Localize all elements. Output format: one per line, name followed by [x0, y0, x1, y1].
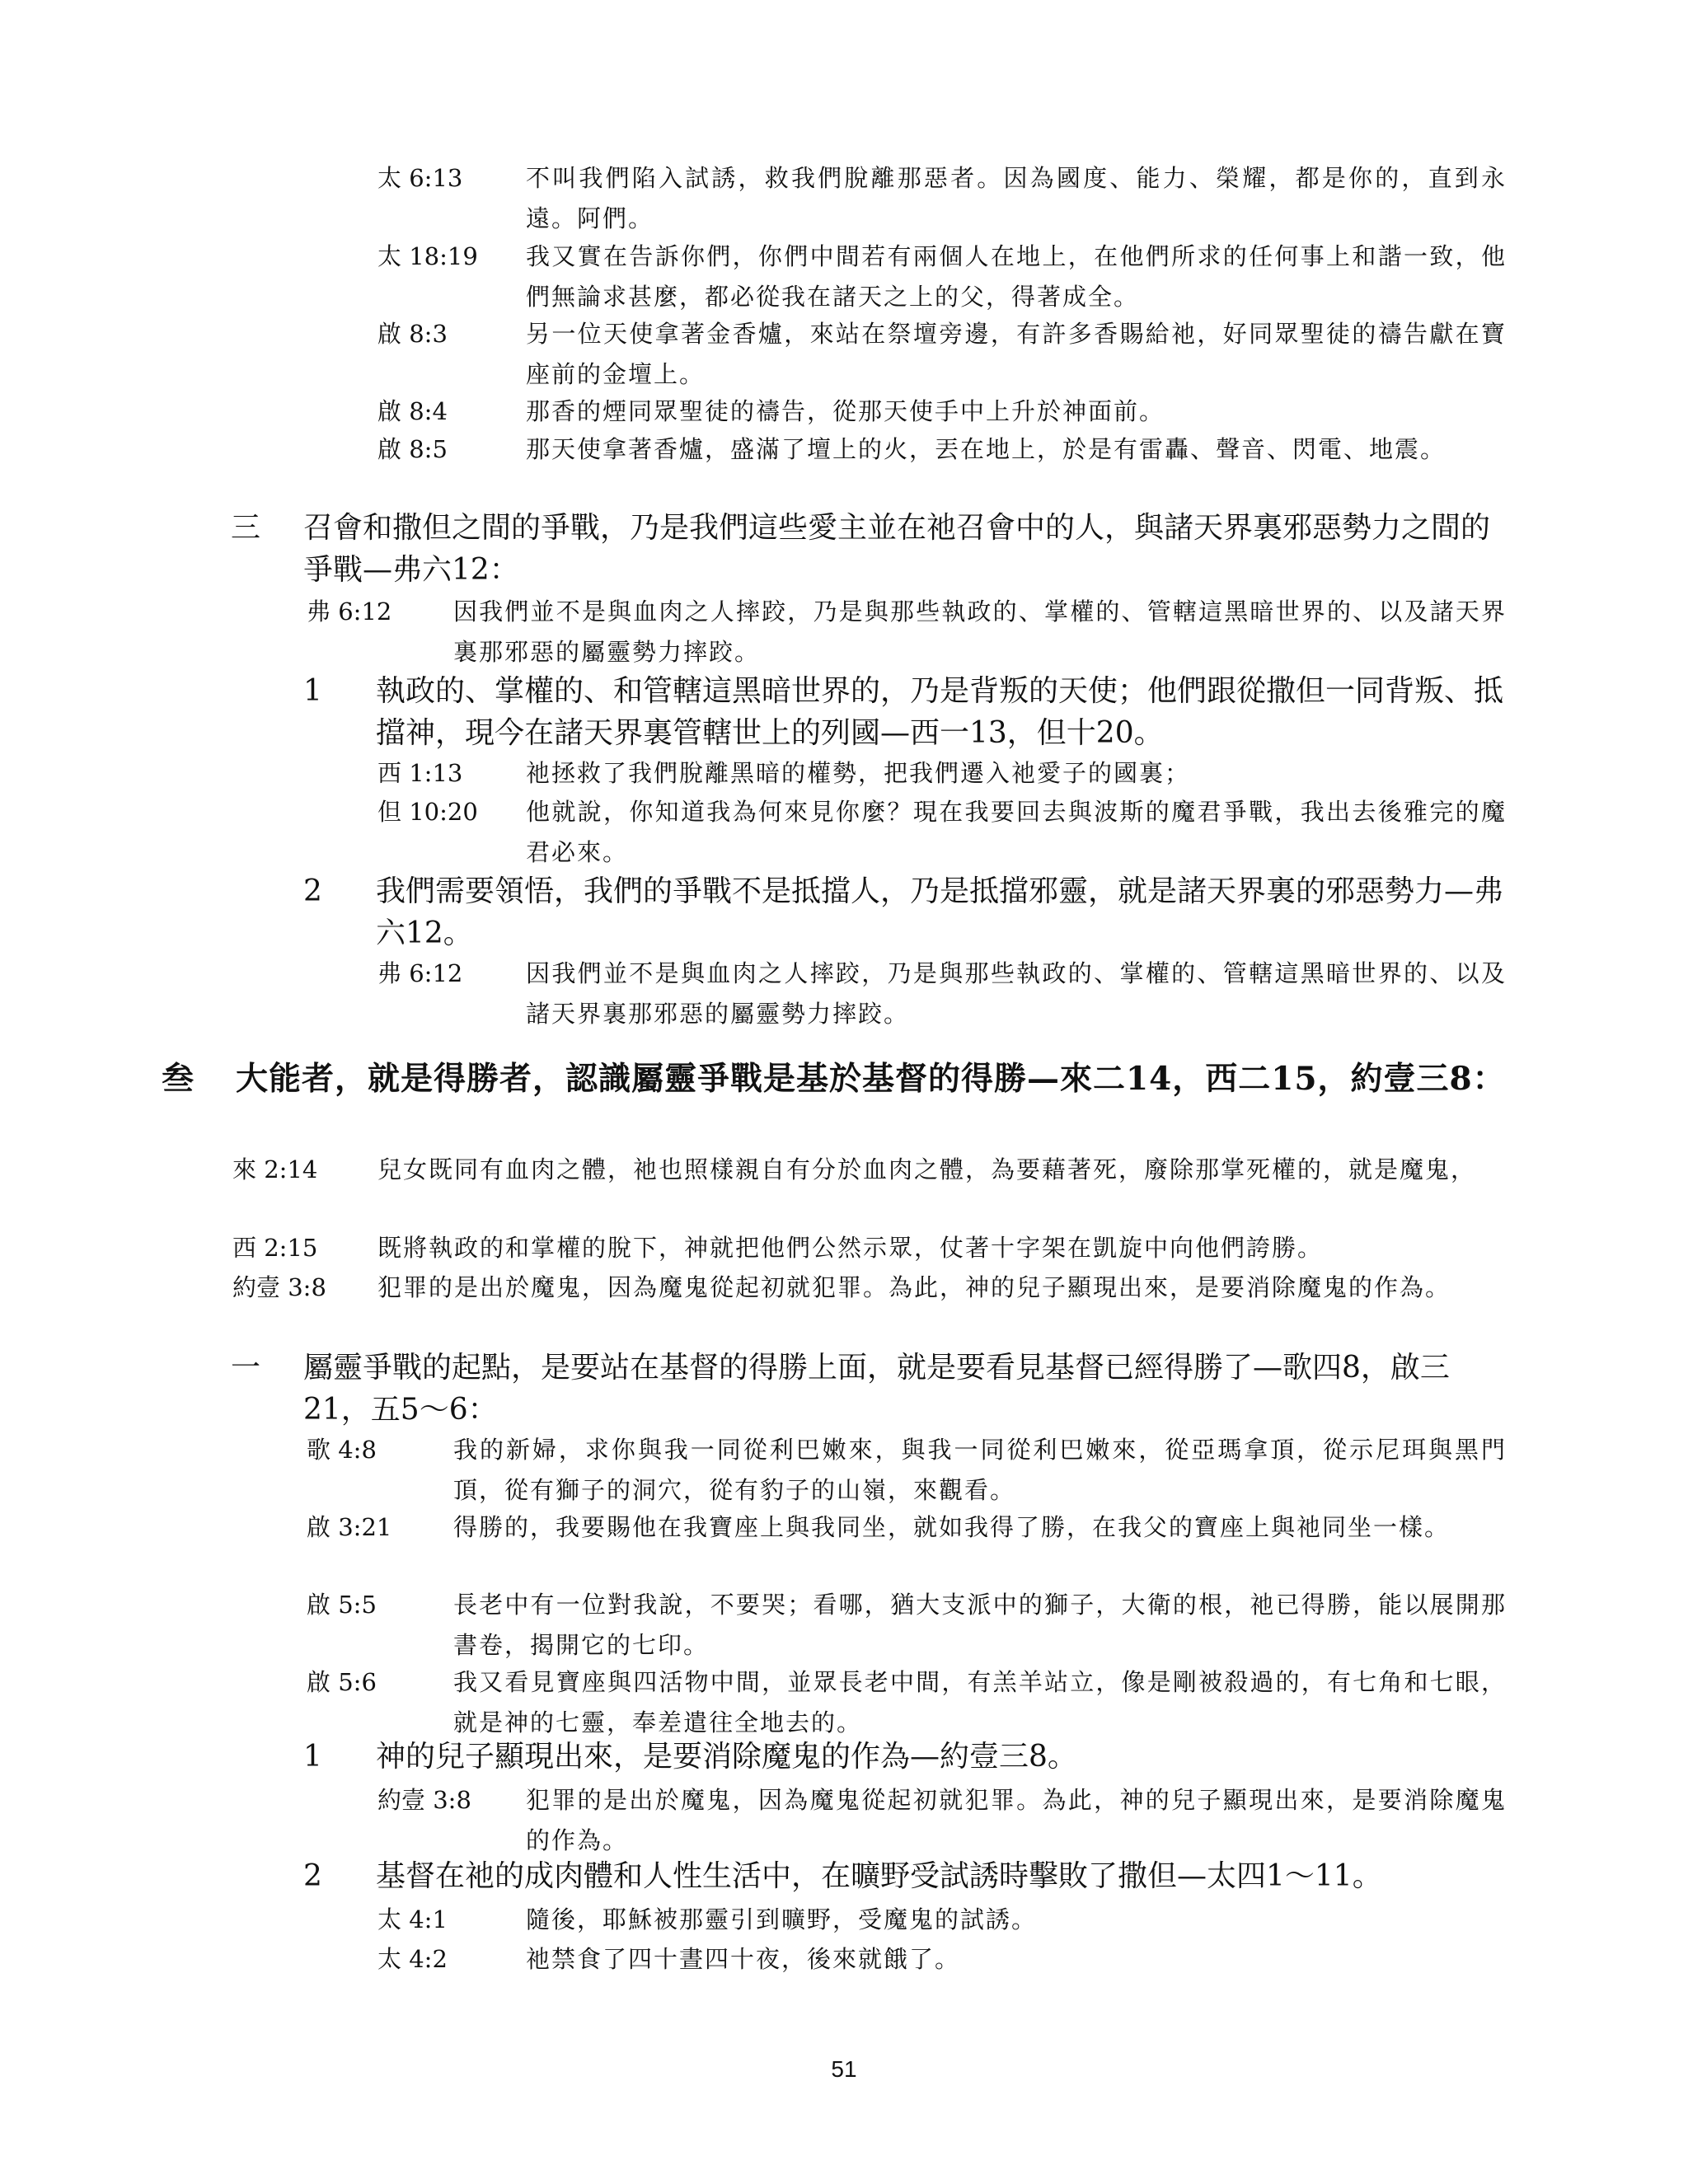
verse-reference: 西 1:13	[377, 759, 463, 787]
outline-number: 2	[303, 874, 322, 908]
verse-text: 因我們並不是與血肉之人摔跤，乃是與那些執政的、掌權的、管轄這黑暗世界的、以及諸天界裏那邪惡的屬靈勢力摔跤。	[453, 598, 1507, 666]
verse-reference: 弗 6:12	[307, 598, 392, 626]
verse-reference: 太 6:13	[377, 164, 463, 192]
outline-number: 三	[231, 511, 261, 545]
heading-text: 大能者，就是得勝者，認識屬靈爭戰是基於基督的得勝—來二14，西二15，約壹三8：	[236, 1060, 1506, 1098]
verse-text: 得勝的，我要賜他在我寶座上與我同坐，就如我得了勝，在我父的寶座上與祂同坐一樣。	[453, 1513, 1451, 1541]
outline-number: 1	[303, 1740, 322, 1774]
verse-reference: 約壹 3:8	[377, 1786, 471, 1814]
verse-reference: 西 2:15	[232, 1234, 318, 1262]
verse-text: 祂拯救了我們脫離黑暗的權勢，把我們遷入祂愛子的國裏；	[526, 759, 1191, 787]
verse-text: 那天使拿著香爐，盛滿了壇上的火，丟在地上，於是有雷轟、聲音、閃電、地震。	[526, 435, 1447, 463]
verse-reference: 啟 3:21	[307, 1513, 392, 1541]
verse-reference: 啟 8:5	[377, 435, 448, 463]
verse-reference: 啟 8:4	[377, 397, 448, 425]
verse-text: 隨後，耶穌被那靈引到曠野，受魔鬼的試誘。	[526, 1905, 1038, 1933]
verse-text: 既將執政的和掌權的脫下，神就把他們公然示眾，仗著十字架在凱旋中向他們誇勝。	[377, 1234, 1324, 1262]
verse-text: 我的新婦，求你與我一同從利巴嫩來，與我一同從利巴嫩來，從亞瑪拿頂，從示尼珥與黑門頂，從有獅子的洞穴，從有豹子的山嶺，來觀看。	[453, 1436, 1507, 1504]
page-number: 51	[831, 2056, 857, 2082]
verse-text: 那香的煙同眾聖徒的禱告，從那天使手中上升於神面前。	[526, 397, 1165, 425]
verse-text: 我又看見寶座與四活物中間，並眾長老中間，有羔羊站立，像是剛被殺過的，有七角和七眼，就是神的七靈，奉差遣往全地去的。	[453, 1668, 1507, 1736]
heading-number: 叁	[162, 1060, 195, 1098]
verse-reference: 太 4:1	[377, 1905, 448, 1933]
outline-text: 神的兒子顯現出來，是要消除魔鬼的作為—約壹三8。	[376, 1740, 1077, 1774]
verse-text: 我又實在告訴你們，你們中間若有兩個人在地上，在他們所求的任何事上和諧一致，他們無論求甚麼，都必從我在諸天之上的父，得著成全。	[526, 242, 1507, 311]
outline-text: 召會和撒但之間的爭戰，乃是我們這些愛主並在祂召會中的人，與諸天界裏邪惡勢力之間的爭戰—弗六12：	[303, 511, 1491, 587]
verse-reference: 弗 6:12	[377, 959, 463, 987]
outline-text: 我們需要領悟，我們的爭戰不是抵擋人，乃是抵擋邪靈，就是諸天界裏的邪惡勢力—弗六12。	[376, 874, 1504, 950]
verse-text: 不叫我們陷入試誘，救我們脫離那惡者。因為國度、能力、榮耀，都是你的，直到永遠。阿們。	[526, 164, 1507, 232]
outline-text: 屬靈爭戰的起點，是要站在基督的得勝上面，就是要看見基督已經得勝了—歌四8，啟三21，五5～6：	[303, 1351, 1450, 1427]
verse-reference: 但 10:20	[377, 798, 478, 826]
outline-number: 1	[303, 674, 322, 708]
verse-text: 長老中有一位對我說，不要哭；看哪，猶大支派中的獅子，大衛的根，祂已得勝，能以展開那書卷，揭開它的七印。	[453, 1591, 1507, 1659]
verse-reference: 約壹 3:8	[232, 1273, 326, 1301]
outline-text: 基督在祂的成肉體和人性生活中，在曠野受試誘時擊敗了撒但—太四1～11。	[376, 1859, 1382, 1893]
verse-text: 因我們並不是與血肉之人摔跤，乃是與那些執政的、掌權的、管轄這黑暗世界的、以及諸天界裏那邪惡的屬靈勢力摔跤。	[526, 959, 1507, 1028]
verse-text: 犯罪的是出於魔鬼，因為魔鬼從起初就犯罪。為此，神的兒子顯現出來，是要消除魔鬼的作為。	[377, 1273, 1451, 1301]
verse-text: 他就說，你知道我為何來見你麼？現在我要回去與波斯的魔君爭戰，我出去後雅完的魔君必來。	[526, 798, 1507, 866]
verse-text: 犯罪的是出於魔鬼，因為魔鬼從起初就犯罪。為此，神的兒子顯現出來，是要消除魔鬼的作為。	[526, 1786, 1507, 1854]
verse-reference: 啟 5:5	[307, 1591, 377, 1619]
verse-text: 祂禁食了四十晝四十夜，後來就餓了。	[526, 1945, 961, 1973]
verse-reference: 歌 4:8	[307, 1436, 377, 1464]
outline-number: 2	[303, 1859, 322, 1893]
verse-reference: 來 2:14	[232, 1155, 318, 1183]
outline-number: 一	[231, 1351, 261, 1385]
verse-text: 另一位天使拿著金香爐，來站在祭壇旁邊，有許多香賜給祂，好同眾聖徒的禱告獻在寶座前的金壇上。	[526, 320, 1507, 388]
verse-reference: 太 18:19	[377, 242, 478, 270]
outline-text: 執政的、掌權的、和管轄這黑暗世界的，乃是背叛的天使；他們跟從撒但一同背叛、抵擋神，現今在諸天界裏管轄世上的列國—西一13，但十20。	[376, 674, 1504, 750]
verse-reference: 啟 8:3	[377, 320, 448, 348]
verse-reference: 太 4:2	[377, 1945, 448, 1973]
verse-reference: 啟 5:6	[307, 1668, 377, 1696]
verse-text: 兒女既同有血肉之體，祂也照樣親自有分於血肉之體，為要藉著死，廢除那掌死權的，就是魔鬼，	[377, 1155, 1477, 1183]
